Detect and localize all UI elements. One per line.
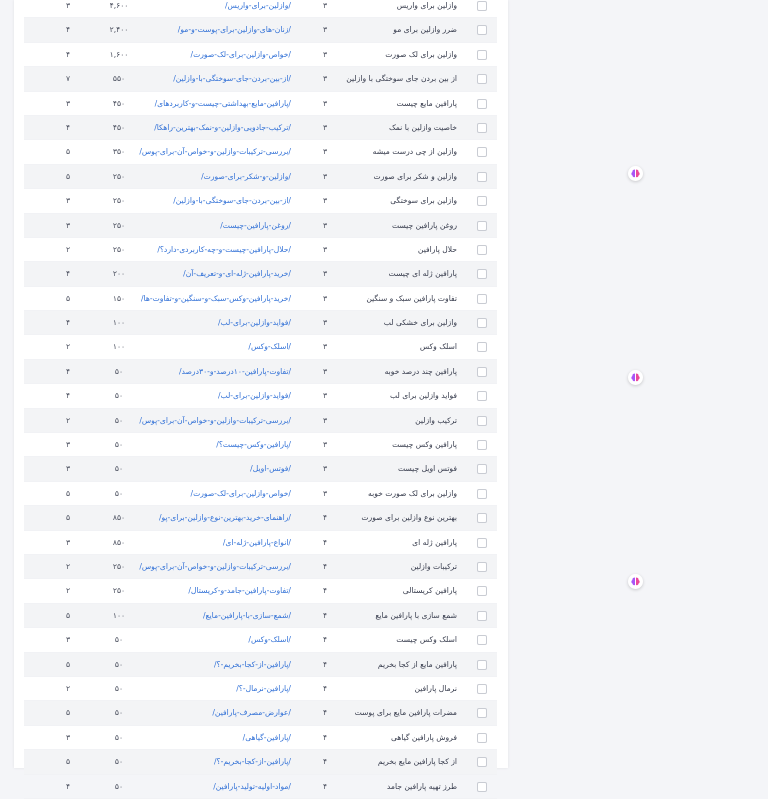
row-checkbox[interactable] (475, 701, 487, 724)
position-cell: ۴ (322, 537, 328, 547)
difficulty-cell: ۳ (65, 464, 71, 474)
row-checkbox[interactable] (475, 628, 487, 651)
search-volume-cell: ۱۰۰ (112, 318, 126, 328)
url-link[interactable]: /خرید-پارافین-وکس-سبک-و-سنگین-و-تفاوت-ها/ (141, 293, 291, 303)
search-volume-cell: ۲۵۰ (112, 220, 126, 230)
position-cell: ۳ (322, 366, 328, 376)
keyword-cell: روغن پارافین چیست (391, 220, 457, 230)
search-volume-cell: ۵۰ (114, 415, 124, 425)
url-link[interactable]: /اسلک-وکس/ (248, 635, 291, 645)
position-cell: ۳ (322, 74, 328, 84)
url-link[interactable]: /انواع-پارافین-ژله-ای/ (222, 537, 291, 547)
difficulty-cell: ۵ (65, 708, 71, 718)
search-volume-cell: ۵۰ (114, 757, 124, 767)
difficulty-cell: ۳ (65, 635, 71, 645)
row-checkbox[interactable] (475, 579, 487, 602)
url-link[interactable]: /وازلین-و-شکر-برای-صورت/ (201, 171, 291, 181)
table-row (24, 165, 497, 189)
table-row (24, 189, 497, 213)
keyword-cell: تفاوت پارافین سبک و سنگین (366, 293, 457, 303)
ai-assistant-button[interactable] (628, 574, 643, 589)
keyword-cell: وازلین برای خشکی لب (383, 318, 457, 328)
row-checkbox[interactable] (475, 482, 487, 505)
position-cell: ۳ (322, 171, 328, 181)
keyword-cell: حلال پارافین (417, 244, 457, 254)
search-volume-cell: ۵۰ (114, 488, 124, 498)
url-link[interactable]: /تفاوت-پارافین-جامد-و-کریستال/ (188, 586, 291, 596)
position-cell: ۴ (322, 635, 328, 645)
difficulty-cell: ۲ (65, 244, 71, 254)
table-row (24, 726, 497, 750)
keyword-cell: از بین بردن جای سوختگی با وازلین (346, 74, 457, 84)
search-volume-cell: ۵۰ (114, 635, 124, 645)
difficulty-cell: ۴ (65, 269, 71, 279)
difficulty-cell: ۲ (65, 586, 71, 596)
difficulty-cell: ۲ (65, 415, 71, 425)
difficulty-cell: ۲ (65, 561, 71, 571)
search-volume-cell: ۸۵۰ (112, 513, 126, 523)
position-cell: ۴ (322, 781, 328, 791)
row-checkbox[interactable] (475, 409, 487, 432)
row-checkbox[interactable] (475, 214, 487, 237)
keyword-cell: وازلین از چی درست میشه (372, 147, 457, 157)
position-cell: ۳ (322, 49, 328, 59)
keyword-cell: بهترین نوع وازلین برای صورت (361, 513, 457, 523)
keyword-cell: اسلک وکس چیست (396, 635, 457, 645)
difficulty-cell: ۲ (65, 342, 71, 352)
keywords-table (24, 0, 497, 799)
search-volume-cell: ۵۰ (114, 366, 124, 376)
search-volume-cell: ۵۰ (114, 732, 124, 742)
difficulty-cell: ۴ (65, 366, 71, 376)
position-cell: ۴ (322, 610, 328, 620)
table-row (24, 409, 497, 433)
difficulty-cell: ۵ (65, 488, 71, 498)
row-checkbox[interactable] (475, 43, 487, 66)
row-checkbox[interactable] (475, 360, 487, 383)
table-row (24, 604, 497, 628)
position-cell: ۳ (322, 269, 328, 279)
brain-icon (630, 372, 641, 383)
row-checkbox[interactable] (475, 775, 487, 798)
row-checkbox[interactable] (475, 18, 487, 41)
url-link[interactable]: /از-بین-بردن-جای-سوختگی-با-وازلین/ (173, 196, 291, 206)
table-row (24, 67, 497, 91)
difficulty-cell: ۴ (65, 49, 71, 59)
table-row (24, 482, 497, 506)
url-link[interactable]: /خواص-وازلین-برای-لک-صورت/ (190, 49, 291, 59)
url-link[interactable]: /فوتس-اویل/ (250, 464, 291, 474)
table-row (24, 92, 497, 116)
search-volume-cell: ۵۰ (114, 440, 124, 450)
search-volume-cell: ۵۰ (114, 464, 124, 474)
position-cell: ۴ (322, 683, 328, 693)
table-row (24, 311, 497, 335)
table-row (24, 0, 497, 18)
keyword-cell: وازلین برای سوختگی (390, 196, 457, 206)
search-volume-cell: ۱۵۰ (112, 293, 126, 303)
table-row (24, 116, 497, 140)
table-row (24, 653, 497, 677)
position-cell: ۳ (322, 25, 328, 35)
search-volume-cell: ۸۵۰ (112, 537, 126, 547)
url-link[interactable]: /پارافین-گیاهی/ (242, 732, 291, 742)
keyword-cell: پارافین چند درصد خوبه (384, 366, 457, 376)
url-link[interactable]: /بررسی-ترکیبات-وازلین-و-خواص-آن-برای-پوس/ (139, 415, 291, 425)
url-link[interactable]: /بررسی-ترکیبات-وازلین-و-خواص-آن-برای-پوس/ (139, 561, 291, 571)
brain-icon (630, 576, 641, 587)
keyword-cell: ترکیب وازلین (415, 415, 457, 425)
row-checkbox[interactable] (475, 750, 487, 773)
table-row (24, 384, 497, 408)
position-cell: ۴ (322, 513, 328, 523)
keyword-cell: اسلک وکس (419, 342, 457, 352)
position-cell: ۳ (322, 147, 328, 157)
row-checkbox[interactable] (475, 311, 487, 334)
keyword-cell: فواید وازلین برای لب (390, 391, 457, 401)
position-cell: ۳ (322, 98, 328, 108)
search-volume-cell: ۲۵۰ (112, 196, 126, 206)
table-row (24, 43, 497, 67)
row-checkbox[interactable] (475, 140, 487, 163)
url-link[interactable]: /فواید-وازلین-برای-لب/ (217, 391, 291, 401)
url-link[interactable]: /روغن-پارافین-چیست/ (220, 220, 291, 230)
url-link[interactable]: /تفاوت-پارافین-۱۰درصد-و-۳۰درصد/ (178, 366, 291, 376)
difficulty-cell: ۵ (65, 659, 71, 669)
position-cell: ۳ (322, 122, 328, 132)
difficulty-cell: ۳ (65, 537, 71, 547)
table-row (24, 433, 497, 457)
row-checkbox[interactable] (475, 165, 487, 188)
difficulty-cell: ۲ (65, 683, 71, 693)
position-cell: ۴ (322, 561, 328, 571)
search-volume-cell: ۵۰ (114, 391, 124, 401)
table-row (24, 262, 497, 286)
search-volume-cell: ۵۰ (114, 781, 124, 791)
position-cell: ۳ (322, 196, 328, 206)
search-volume-cell: ۲۵۰ (112, 244, 126, 254)
table-row (24, 238, 497, 262)
url-link[interactable]: /حلال-پارافین-چیست-و-چه-کاربردی-دارد؟/ (157, 244, 291, 254)
position-cell: ۳ (322, 488, 328, 498)
table-row (24, 335, 497, 359)
difficulty-cell: ۵ (65, 147, 71, 157)
keyword-cell: طرز تهیه پارافین جامد (386, 781, 457, 791)
row-checkbox[interactable] (475, 0, 487, 17)
keyword-cell: پارافین کریستالی (402, 586, 457, 596)
results-card (14, 0, 508, 791)
keyword-cell: فروش پارافین گیاهی (390, 732, 457, 742)
keyword-cell: وازلین برای لک صورت خوبه (368, 488, 457, 498)
search-volume-cell: ۱۰۰ (112, 342, 126, 352)
url-link[interactable]: /پارافین-از-کجا-بخریم-؟/ (214, 757, 291, 767)
table-row (24, 628, 497, 652)
ai-assistant-button[interactable] (628, 370, 643, 385)
difficulty-cell: ۳ (65, 732, 71, 742)
position-cell: ۳ (322, 464, 328, 474)
position-cell: ۳ (322, 318, 328, 328)
difficulty-cell: ۴ (65, 122, 71, 132)
difficulty-cell: ۴ (65, 391, 71, 401)
keyword-cell: نرمال پارافین (414, 683, 457, 693)
keyword-cell: شمع سازی با پارافین مایع (375, 610, 457, 620)
search-volume-cell: ۱,۶۰۰ (109, 49, 129, 59)
keyword-cell: از کجا پارافین مایع بخریم (377, 757, 457, 767)
url-link[interactable]: /خواص-وازلین-برای-لک-صورت/ (190, 488, 291, 498)
search-volume-cell: ۴,۶۰۰ (109, 1, 129, 10)
row-checkbox[interactable] (475, 506, 487, 529)
difficulty-cell: ۳ (65, 1, 71, 10)
url-link[interactable]: /از-بین-بردن-جای-سوختگی-با-وازلین/ (173, 74, 291, 84)
difficulty-cell: ۷ (65, 74, 71, 84)
row-checkbox[interactable] (475, 531, 487, 554)
row-checkbox[interactable] (475, 433, 487, 456)
table-row (24, 701, 497, 725)
url-link[interactable]: /پارافین-مایع-بهداشتی-چیست-و-کاربردهای/ (154, 98, 291, 108)
row-checkbox[interactable] (475, 238, 487, 261)
position-cell: ۳ (322, 440, 328, 450)
position-cell: ۳ (322, 1, 328, 10)
row-checkbox[interactable] (475, 262, 487, 285)
search-volume-cell: ۲۵۰ (112, 586, 126, 596)
table-row (24, 531, 497, 555)
search-volume-cell: ۵۵۰ (112, 74, 126, 84)
keyword-cell: پارافین وکس چیست (392, 440, 457, 450)
search-volume-cell: ۲۵۰ (112, 561, 126, 571)
keyword-cell: وازلین برای لک صورت (385, 49, 457, 59)
brain-icon (630, 168, 641, 179)
row-checkbox[interactable] (475, 457, 487, 480)
difficulty-cell: ۴ (65, 25, 71, 35)
search-volume-cell: ۲۰۰ (112, 269, 126, 279)
search-volume-cell: ۱۰۰ (112, 610, 126, 620)
table-row (24, 287, 497, 311)
row-checkbox[interactable] (475, 384, 487, 407)
table-row (24, 775, 497, 799)
difficulty-cell: ۳ (65, 440, 71, 450)
keyword-cell: وازلین برای واریس (396, 1, 457, 10)
position-cell: ۴ (322, 659, 328, 669)
position-cell: ۳ (322, 342, 328, 352)
url-link[interactable]: /ترکیب-جادویی-وازلین-و-نمک-بهترین-راهکا/ (154, 122, 291, 132)
search-volume-cell: ۴۵۰ (112, 122, 126, 132)
url-link[interactable]: /عوارض-مصرف-پارافین/ (212, 708, 291, 718)
url-link[interactable]: /پارافین-وکس-چیست؟/ (216, 440, 291, 450)
position-cell: ۳ (322, 391, 328, 401)
url-link[interactable]: /پارافین-از-کجا-بخریم-؟/ (214, 659, 291, 669)
url-link[interactable]: /مواد-اولیه-تولید-پارافین/ (213, 781, 291, 791)
difficulty-cell: ۵ (65, 171, 71, 181)
keyword-cell: فوتس اویل چیست (397, 464, 457, 474)
row-checkbox[interactable] (475, 116, 487, 139)
table-row (24, 506, 497, 530)
url-link[interactable]: /وازلین-برای-واریس/ (224, 1, 291, 10)
row-checkbox[interactable] (475, 653, 487, 676)
keyword-cell: ترکیبات وازلین (410, 561, 457, 571)
row-checkbox[interactable] (475, 604, 487, 627)
url-link[interactable]: /خرید-پارافین-ژله-ای-و-تعریف-آن/ (183, 269, 291, 279)
url-link[interactable]: /فواید-وازلین-برای-لب/ (217, 318, 291, 328)
position-cell: ۴ (322, 586, 328, 596)
table-row (24, 677, 497, 701)
url-link[interactable]: /راهنمای-خرید-بهترین-نوع-وازلین-برای-پو/ (158, 513, 291, 523)
difficulty-cell: ۵ (65, 757, 71, 767)
row-checkbox[interactable] (475, 555, 487, 578)
search-volume-cell: ۳۵۰ (112, 147, 126, 157)
position-cell: ۳ (322, 293, 328, 303)
position-cell: ۳ (322, 220, 328, 230)
keyword-cell: مضرات پارافین مایع برای پوست (354, 708, 457, 718)
url-link[interactable]: /شمع-سازی-با-پارافین-مایع/ (202, 610, 291, 620)
keyword-cell: پارافین مایع از کجا بخریم (377, 659, 457, 669)
table-row (24, 555, 497, 579)
keyword-cell: پارافین مایع چیست (396, 98, 457, 108)
search-volume-cell: ۲۵۰ (112, 171, 126, 181)
url-link[interactable]: /اسلک-وکس/ (248, 342, 291, 352)
row-checkbox[interactable] (475, 189, 487, 212)
url-link[interactable]: /زنان-های-وازلین-برای-پوست-و-مو/ (177, 25, 291, 35)
table-row (24, 360, 497, 384)
search-volume-cell: ۴۵۰ (112, 98, 126, 108)
search-volume-cell: ۵۰ (114, 659, 124, 669)
position-cell: ۳ (322, 415, 328, 425)
difficulty-cell: ۴ (65, 318, 71, 328)
row-checkbox[interactable] (475, 67, 487, 90)
difficulty-cell: ۵ (65, 513, 71, 523)
table-row (24, 214, 497, 238)
search-volume-cell: ۵۰ (114, 683, 124, 693)
row-checkbox[interactable] (475, 726, 487, 749)
table-row (24, 457, 497, 481)
difficulty-cell: ۴ (65, 781, 71, 791)
search-volume-cell: ۲,۴۰۰ (109, 25, 129, 35)
row-checkbox[interactable] (475, 335, 487, 358)
difficulty-cell: ۵ (65, 610, 71, 620)
position-cell: ۴ (322, 708, 328, 718)
difficulty-cell: ۳ (65, 98, 71, 108)
table-row (24, 579, 497, 603)
url-link[interactable]: /پارافین-نرمال-؟/ (236, 683, 291, 693)
search-volume-cell: ۵۰ (114, 708, 124, 718)
position-cell: ۳ (322, 244, 328, 254)
keyword-cell: ضرر وازلین برای مو (393, 25, 457, 35)
position-cell: ۴ (322, 757, 328, 767)
keyword-cell: پارافین ژله ای (412, 537, 457, 547)
difficulty-cell: ۵ (65, 293, 71, 303)
keyword-cell: پارافین ژله ای چیست (388, 269, 457, 279)
row-checkbox[interactable] (475, 677, 487, 700)
ai-assistant-button[interactable] (628, 166, 643, 181)
difficulty-cell: ۳ (65, 196, 71, 206)
difficulty-cell: ۳ (65, 220, 71, 230)
row-checkbox[interactable] (475, 92, 487, 115)
keyword-cell: خاصیت وازلین با نمک (388, 122, 457, 132)
url-link[interactable]: /بررسی-ترکیبات-وازلین-و-خواص-آن-برای-پوس/ (139, 147, 291, 157)
row-checkbox[interactable] (475, 287, 487, 310)
table-row (24, 18, 497, 42)
position-cell: ۴ (322, 732, 328, 742)
table-row (24, 750, 497, 774)
table-row (24, 140, 497, 164)
keyword-cell: وازلین و شکر برای صورت (373, 171, 457, 181)
